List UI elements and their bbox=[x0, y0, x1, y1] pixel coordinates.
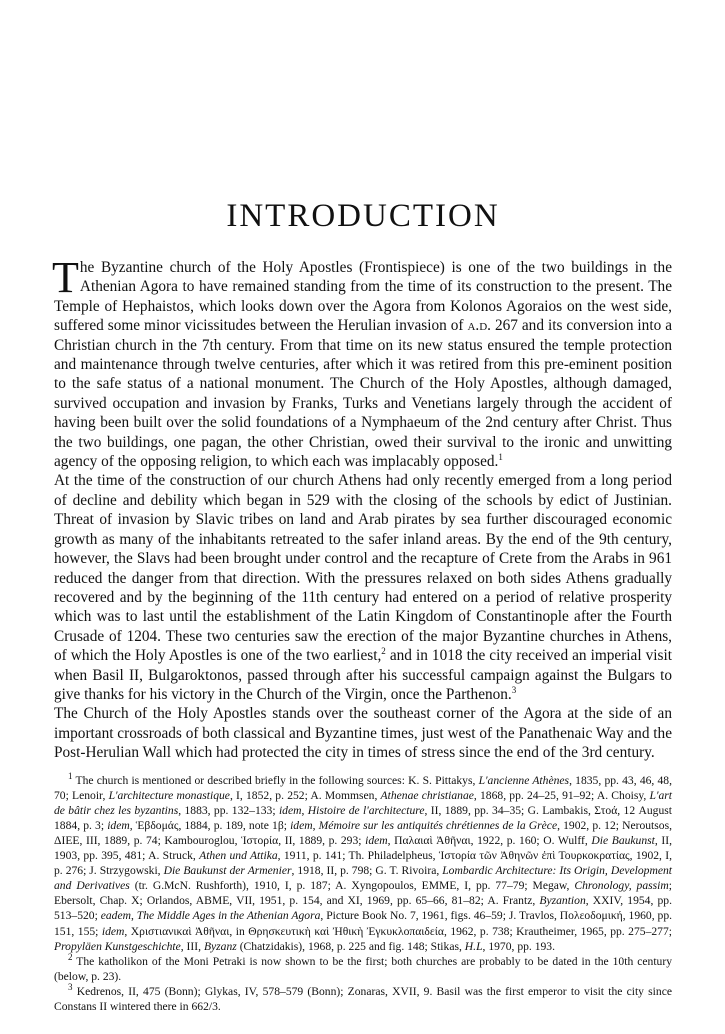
text-segment: , 1970, pp. 193. bbox=[482, 939, 555, 953]
text-segment: , III, bbox=[180, 939, 204, 953]
text-segment: ; Ebersolt, Chap. X; Orlandos, ABME, VII, 1951, p. 154, and XI, 1969, pp. 65–66, 81–82; A. Frantz, bbox=[54, 879, 672, 908]
text-segment: , Χριστιανικαὶ Ἀθῆναι, in Θρησκευτικὴ καὶ Ἠθικὴ Ἐγκυκλοπαιδεία, 1962, p. 738; Krautheimer, 1965, pp. 275–277; bbox=[124, 924, 672, 938]
text-segment: idem bbox=[278, 803, 302, 817]
text-segment: a.d. bbox=[467, 317, 492, 335]
footnote-ref: 2 bbox=[381, 646, 386, 657]
paragraph bbox=[54, 704, 672, 762]
text-segment: , II, 1903, pp. 395, 481; A. Struck, bbox=[54, 833, 672, 863]
footnote-ref: 1 bbox=[498, 451, 503, 462]
text-segment: The church is mentioned or described briefly in the following sources: K. S. Pittakys, bbox=[72, 773, 479, 787]
text-segment: Chronology, passim bbox=[574, 879, 669, 893]
text-segment: , bbox=[301, 803, 308, 817]
text-segment: , II, 1889, pp. 34–35; G. Lambakis, Στοά, 12 August 1884, p. 3; bbox=[54, 803, 673, 832]
text-segment: L'art de bâtir chez les byzantins bbox=[54, 788, 672, 817]
text-segment: (Chatzidakis), 1968, p. 225 and fig. 148; Stikas, bbox=[236, 939, 465, 953]
text-segment: L'architecture monastique bbox=[108, 788, 230, 802]
text-segment: H.L bbox=[464, 939, 483, 953]
text-segment: 267 and its conversion into a Christian church in the 7th century. From that time on its new status ensured the temple protection and maintenance through twelve centuries, after which it was retired from this pre-eminent position to the safe status of a national monument. The Church of the Holy Apostles, although damaged, survived occupation and invasion by Franks, Turks and Venetians largely through the accident of having been built over the solid foundations of a Nymphaeum of the 2nd century after Christ. Thus the two buildings, one pagan, the other Christian, owed their survival to the ironic and unwitting agency of the opposing religion, to which each was implacably opposed. bbox=[54, 317, 672, 471]
text-segment: idem bbox=[290, 818, 313, 832]
body-text bbox=[52, 253, 673, 763]
text-segment: The Middle Ages in the Athenian Agora bbox=[136, 909, 321, 923]
text-segment: eadem bbox=[100, 909, 131, 923]
text-segment: , 1918, II, p. 798; G. T. Rivoira, bbox=[291, 864, 443, 878]
text-segment: Die Baukunst der Armenier bbox=[163, 864, 292, 878]
text-segment: Athen und Attika bbox=[199, 849, 278, 863]
text-segment: , 1911, p. 141; Th. Philadelpheus, Ἱστορία τῶν Ἀθηνῶν ἐπὶ Τουρκοκρατίας, 1902, I, p. 276; J. Strzygowski, bbox=[54, 849, 672, 878]
text-segment: idem bbox=[101, 924, 125, 938]
text-segment: and in 1018 the city received an imperial visit when Basil II, Bulgaroktonos, passed through after his successful campaign against the Bulgars to give thanks for his victory in the Church of the Virgin, once the Parthenon. bbox=[54, 647, 673, 703]
text-segment: , 1868, pp. 24–25, 91–92; A. Choisy, bbox=[473, 788, 650, 802]
text-segment: , I, 1852, p. 252; A. Mommsen, bbox=[229, 788, 381, 802]
footnotes bbox=[54, 770, 673, 1015]
text-segment: Byzanz bbox=[203, 939, 237, 953]
text-segment: Athenae christianae bbox=[380, 788, 474, 802]
text-segment: , bbox=[130, 909, 137, 923]
text-segment: , Picture Book No. 7, 1961, figs. 46–59; J. Travlos, Πολεοδομική, 1960, pp. 151, 155; bbox=[54, 909, 673, 938]
paragraph bbox=[52, 253, 672, 471]
text-segment: Lombardic Architecture: Its Origin, Development and Derivatives bbox=[54, 864, 672, 893]
text-segment: The katholikon of the Moni Petraki is now shown to be the first; both churches are probably to be dated in the 10th century (below, p. 23). bbox=[54, 954, 672, 983]
footnote-ref: 3 bbox=[68, 982, 73, 993]
footnote bbox=[54, 984, 672, 1014]
text-segment: Die Baukunst bbox=[591, 833, 655, 847]
drop-cap: T bbox=[52, 253, 79, 302]
text-segment: , bbox=[312, 818, 319, 832]
footnote-ref: 1 bbox=[68, 770, 73, 781]
text-segment: L'ancienne Athènes bbox=[478, 773, 570, 787]
text-segment: Mémoire sur les antiquités chrétiennes de la Grèce bbox=[318, 818, 558, 832]
text-segment: , Παλαιαὶ Ἀθῆναι, 1922, p. 160; O. Wulff, bbox=[387, 833, 592, 847]
footnote-ref: 2 bbox=[68, 951, 73, 962]
paragraph bbox=[54, 471, 672, 704]
text-segment: , XXIV, 1954, pp. 513–520; bbox=[54, 894, 672, 923]
footnote bbox=[54, 770, 673, 954]
text-segment: idem bbox=[107, 818, 130, 832]
text-segment: Histoire de l'architecture bbox=[307, 803, 425, 817]
page-title: INTRODUCTION bbox=[226, 198, 500, 234]
footnote bbox=[54, 951, 672, 984]
text-segment: The Church of the Holy Apostles stands over the southeast corner of the Agora at the side of an important crossroads of both classical and Byzantine times, just west of the Panathenaic Way and the Post-Herulian Wall which had protected the city in times of stress since the end of the 3rd century. bbox=[54, 705, 672, 762]
footnote-ref: 3 bbox=[511, 684, 517, 695]
text-segment: At the time of the construction of our church Athens had only recently emerged from a long period of decline and debility which began in 529 with the closing of the schools by edict of Justinian. Threat of invasion by Slavic tribes on land and Arab pirates by sea further discouraged economic growth as many of the inhabitants retreated to the safer inland areas. By the end of the 9th century, however, the Slavs had been brought under control and the recapture of Crete from the Arabs in 961 reduced the danger from that direction. With the pressures relaxed on both sides Athens gradually recovered and by the beginning of the 11th century had entered on a period of relative prosperity which was to last until the establishment of the Latin Kingdom of Constantinople after the Fourth Crusade of 1204. These two centuries saw the erection of the major Byzantine churches in Athens, of which the Holy Apostles is one of the two earliest, bbox=[54, 472, 672, 665]
text-segment: , 1835, pp. 43, 46, 48, 70; Lenoir, bbox=[54, 773, 672, 802]
text-segment: idem bbox=[365, 833, 388, 847]
text-segment: , 1883, pp. 132–133; bbox=[178, 803, 279, 817]
text-segment: he Byzantine church of the Holy Apostles (Frontispiece) is one of the two buildings in the Athenian Agora to have remained standing from the time of its construction to the present. The Temple of Hephaistos, which looks down over the Agora from Kolonos Agoraios on the west side, suffered some minor vicissitudes between the Herulian invasion of bbox=[54, 259, 672, 335]
text-segment: (tr. G.McN. Rushforth), 1910, I, p. 187; A. Xyngopoulos, EMME, I, pp. 77–79; Megaw, bbox=[129, 879, 575, 893]
text-segment: Kedrenos, II, 475 (Bonn); Glykas, IV, 578–579 (Bonn); Zonaras, XVII, 9. Basil was the first emperor to visit the city since Constans II wintered there in 662/3. bbox=[54, 984, 672, 1013]
text-segment: , Ἑβδομάς, 1884, p. 189, note 1β; bbox=[129, 818, 291, 832]
text-segment: Propyläen Kunstgeschichte bbox=[54, 939, 181, 953]
text-segment: , 1902, p. 12; Neroutsos, ΔΙΕΕ, III, 1889, p. 74; Kambouroglou, Ἱστορία, II, 1889, p. 293; bbox=[54, 818, 672, 847]
text-segment: Byzantion bbox=[539, 894, 586, 908]
